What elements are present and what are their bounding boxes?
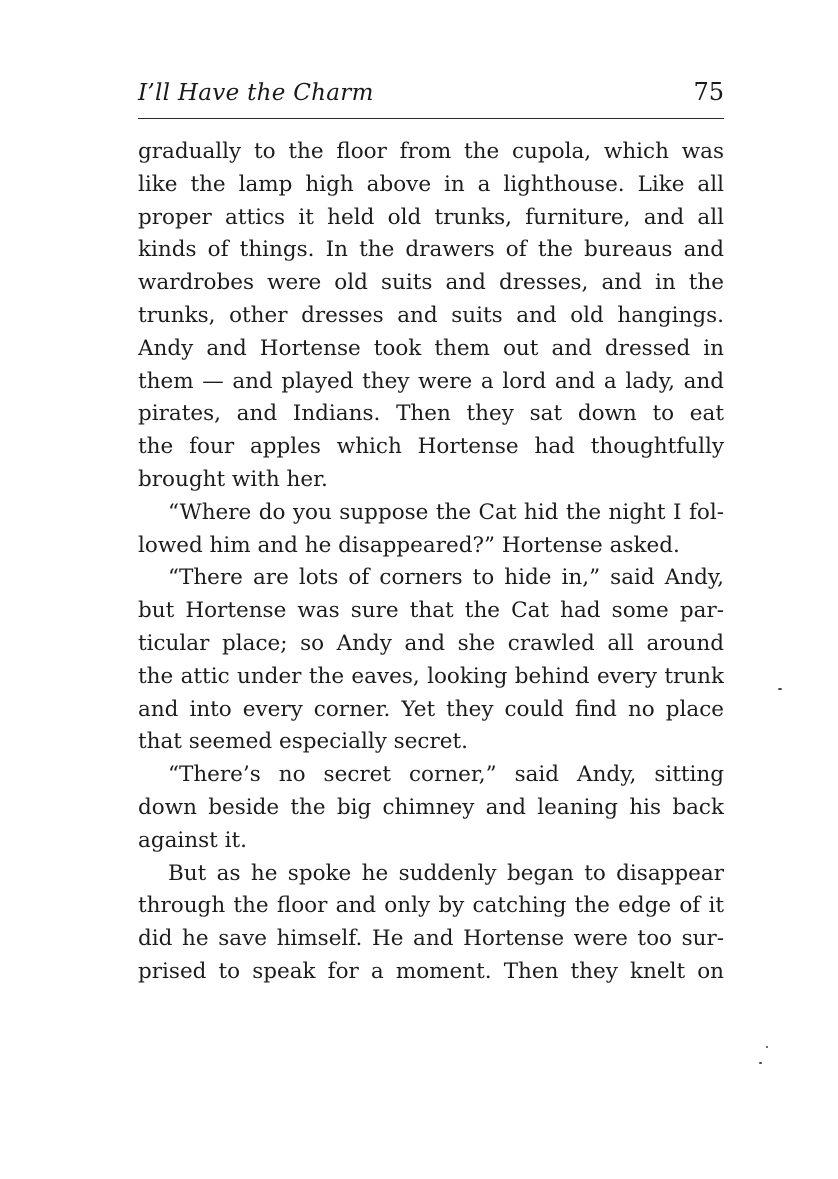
text-line: proper attics it held old trunks, furniture, and all — [138, 204, 724, 230]
header-rule — [138, 118, 724, 119]
text-line: prised to speak for a moment. Then they knelt on — [138, 958, 724, 984]
text-line: the four apples which Hortense had thoughtfully — [138, 434, 724, 460]
text-line: gradually to the floor from the cupola, which was — [138, 139, 724, 164]
text-line: Andy and Hortense took them out and dressed in — [138, 335, 724, 361]
text-line: them — and played they were a lord and a lady, and — [138, 368, 724, 394]
page-number: 75 — [693, 78, 724, 106]
text-line: but Hortense was sure that the Cat had some par- — [138, 598, 724, 624]
text-line: But as he spoke he suddenly began to disappear — [168, 860, 724, 886]
text-line: did he save himself. He and Hortense were too sur- — [138, 926, 724, 952]
text-line: down beside the big chimney and leaning his back — [138, 794, 724, 820]
text-line: “There are lots of corners to hide in,” said Andy, — [168, 565, 724, 591]
text-line: against it. — [138, 827, 247, 853]
running-head — [138, 78, 724, 114]
text-line: that seemed especially secret. — [138, 729, 468, 755]
text-line: kinds of things. In the drawers of the bureaus and — [138, 237, 724, 263]
text-line: “There’s no secret corner,” said Andy, sitting — [168, 762, 724, 788]
body-text — [138, 136, 724, 989]
text-line: through the floor and only by catching the edge of it — [138, 893, 724, 919]
text-line: brought with her. — [138, 466, 328, 492]
text-line: ticular place; so Andy and she crawled all around — [138, 630, 724, 656]
text-line: wardrobes were old suits and dresses, and in the — [138, 270, 724, 296]
text-line: like the lamp high above in a lighthouse. Like all — [138, 171, 724, 197]
text-line: the attic under the eaves, looking behind every trunk — [138, 663, 724, 689]
text-line: trunks, other dresses and suits and old hangings. — [138, 302, 724, 328]
scan-speck — [778, 688, 782, 690]
text-line: “Where do you suppose the Cat hid the night I fol- — [168, 499, 724, 525]
text-line: lowed him and he disappeared?” Hortense asked. — [138, 532, 680, 558]
text-line: pirates, and Indians. Then they sat down to eat — [138, 401, 724, 427]
text-line: and into every corner. Yet they could find no place — [138, 696, 724, 722]
scan-speck — [759, 1062, 762, 1064]
scan-speck — [766, 1046, 768, 1048]
running-title: I’ll Have the Charm — [138, 80, 374, 106]
